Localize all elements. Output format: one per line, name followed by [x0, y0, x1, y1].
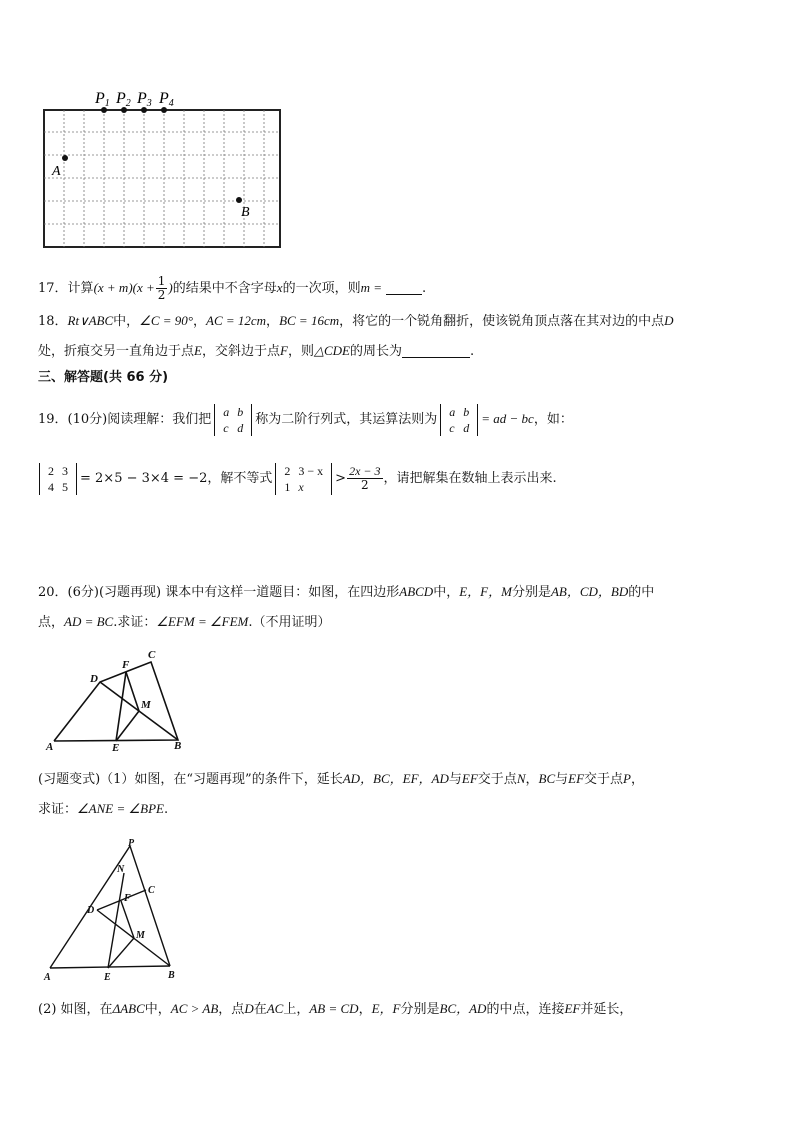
fig2-segment-dc	[97, 890, 146, 910]
var2-text-e: 在	[253, 1002, 267, 1017]
question-19-line1	[38, 400, 573, 439]
q18-point-f: F	[279, 343, 288, 358]
var2-text-a: (2) 如图，在	[38, 1002, 113, 1017]
label-p2: P2	[116, 90, 131, 109]
fig2-segment-fm	[121, 901, 134, 938]
var1-text-a: (习题变式)（1）如图，在“习题再现”的条件下，延长	[38, 772, 343, 787]
q19-text-b: 称为二阶行列式，其运算法则为	[255, 412, 438, 427]
q18-end: .	[469, 344, 475, 359]
var2-midpoints: BC，AD	[439, 1001, 487, 1016]
fig2-label-c: C	[148, 885, 155, 896]
question-20-line2	[38, 613, 331, 632]
q18-line2-a: 处，折痕交另一直角边于点	[38, 344, 195, 359]
fig2-label-f: F	[124, 893, 131, 904]
var2-text-h: 分别是	[400, 1002, 440, 1017]
rule-det-c: c	[449, 420, 455, 435]
in-11: 2	[284, 463, 291, 478]
var1-angles: ∠ANE = ∠BPE	[77, 801, 164, 816]
q20-efm: E，F，M	[459, 584, 512, 599]
q20-abcd: ABCD	[399, 584, 434, 599]
segment-fm	[126, 672, 139, 711]
grid-figure	[30, 85, 310, 255]
rule-det-a: a	[449, 404, 456, 419]
q17-var: x	[276, 280, 283, 295]
point-b	[236, 197, 242, 203]
in-12: 3 − x	[298, 463, 324, 478]
figure-extended	[38, 838, 188, 988]
q19-determinant	[214, 404, 252, 436]
q19-text-a: 阅读理解：我们把	[107, 412, 212, 427]
fig2-label-n: N	[117, 864, 125, 875]
q19-rhs-den: 2	[360, 478, 369, 492]
section-3-title: 三、解答题(共 66 分)	[38, 370, 169, 385]
var1-text-g: ，	[631, 772, 645, 787]
var2-text-j: 并延长，	[580, 1002, 633, 1017]
q18-line2-b: ，交斜边于点	[201, 344, 280, 359]
var2-text-g: ，	[358, 1002, 372, 1017]
variation-1-line2	[38, 800, 168, 819]
q18-point-e: E	[194, 343, 202, 358]
q18-angle: ∠C = 90°	[139, 313, 193, 328]
q19-points: (10分)	[67, 412, 108, 427]
q20-line1: (习题再现) 课本中有这样一道题目：如图，在四边形	[98, 585, 400, 600]
label-a: A	[52, 164, 61, 179]
question-17	[38, 275, 426, 302]
label-p1: P1	[95, 90, 110, 109]
q17-expr: (x + m)(x +	[93, 280, 155, 295]
fig2-label-m: M	[136, 930, 145, 941]
point-p4	[161, 107, 167, 113]
q17-end: .	[422, 281, 427, 296]
fig2-label-a: A	[44, 972, 51, 983]
q19-text-d: ，解不等式	[207, 471, 273, 486]
var2-triangle: ΔABC	[112, 1001, 145, 1016]
q18-text: 中，	[113, 314, 140, 329]
q20-line2-b: .求证：	[113, 615, 157, 630]
q19-gt: >	[335, 471, 347, 486]
fig1-label-f: F	[122, 659, 130, 671]
fig1-label-c: C	[148, 649, 156, 661]
q17-fraction	[156, 275, 168, 302]
q18-ac: AC = 12cm	[206, 313, 267, 328]
variation-1-line1	[38, 770, 644, 789]
question-18-line1: 18．Rt∨ABC中，∠C = 90°，AC = 12cm，BC = 16cm，将它的一个锐角翻折，使该锐角顶点落在其对边的中点D	[38, 313, 674, 329]
fig2-segment-bp	[130, 846, 170, 966]
q18-triangle-cde: △CDE	[313, 343, 350, 358]
point-a	[62, 155, 68, 161]
q20-points: (6分)	[67, 585, 99, 600]
var1-end: .	[163, 802, 169, 817]
q17-answer-blank[interactable]	[386, 280, 422, 295]
q17-text-b: 的结果中不含字母	[172, 281, 277, 296]
q19-text-e: ，请把解集在数轴上表示出来.	[383, 471, 557, 486]
det-c: c	[223, 420, 229, 435]
q19-text-c: ，如：	[533, 412, 573, 427]
var2-text-f: 上，	[283, 1002, 310, 1017]
q18-text-b: ，将它的一个锐角翻折，使该锐角顶点落在其对边的中点	[339, 314, 665, 329]
q19-inequality-determinant	[275, 463, 332, 495]
fig2-label-p: P	[128, 838, 135, 849]
rule-det-b: b	[463, 404, 470, 419]
var2-ac: AC	[266, 1001, 284, 1016]
var1-p: P	[623, 771, 631, 786]
q19-rule: = ad − bc	[481, 411, 534, 426]
q17-text: 计算	[67, 281, 94, 296]
q17-frac-num: 1	[157, 274, 166, 288]
q20-line2-c: .（不用证明）	[248, 615, 331, 630]
fig1-label-e: E	[112, 742, 120, 754]
var1-text-e: 与	[555, 772, 569, 787]
var1-ef: EF	[461, 771, 478, 786]
in-21: 1	[284, 479, 291, 494]
fig1-label-m: M	[141, 699, 151, 711]
ex-22: 5	[62, 479, 68, 494]
var1-text-c: 交于点	[477, 772, 517, 787]
figure-quadrilateral	[40, 645, 200, 755]
q17-text-c: 的一次项，则	[282, 281, 361, 296]
grid-lines	[44, 110, 280, 247]
fig1-label-b: B	[174, 740, 182, 752]
q20-line1-b: 中，	[433, 585, 460, 600]
var2-ef: E，F	[371, 1001, 401, 1016]
var1-sides: AD，BC，EF，	[342, 771, 432, 786]
q17-frac-den: 2	[157, 288, 166, 302]
q18-line2-c: ，则	[287, 344, 314, 359]
fig1-label-a: A	[46, 741, 54, 753]
label-p3: P3	[137, 90, 152, 109]
q20-line1-c: 分别是	[511, 585, 551, 600]
q20-line2-a: 点，	[38, 615, 65, 630]
question-18-line2	[38, 342, 474, 361]
fig2-label-e: E	[104, 972, 111, 983]
q19-number: 19．	[38, 412, 68, 427]
var1-line2: 求证：	[38, 802, 78, 817]
q18-answer-blank[interactable]	[402, 343, 470, 358]
var1-text-d: ，	[525, 772, 539, 787]
det-a: a	[223, 404, 230, 419]
var1-ad: AD	[431, 771, 449, 786]
q17-number: 17．	[38, 281, 68, 296]
grid-border	[44, 110, 280, 247]
q18-line2-d: 的周长为	[349, 344, 402, 359]
q20-ad-eq-bc: AD = BC	[64, 614, 114, 629]
q18-bc: BC = 16cm	[279, 313, 340, 328]
var1-ef2: EF	[568, 771, 585, 786]
rule-det-d: d	[463, 420, 470, 435]
q17-expr-close: )	[168, 280, 173, 295]
variation-2-line1	[38, 1000, 632, 1019]
var2-text-b: 中，	[144, 1002, 171, 1017]
var1-n: N	[516, 771, 526, 786]
ex-11: 2	[48, 463, 54, 478]
q19-rhs-fraction	[347, 465, 382, 492]
var2-inequality: AC > AB	[170, 1001, 219, 1016]
ex-21: 4	[48, 479, 54, 494]
quad-outline	[54, 662, 178, 741]
fig2-label-b: B	[168, 970, 175, 981]
in-22: x	[298, 479, 304, 494]
label-b: B	[241, 205, 250, 220]
q19-rhs-num: 2x − 3	[349, 464, 381, 478]
var2-equality: AB = CD	[309, 1001, 359, 1016]
q20-sides: AB，CD，BD	[550, 584, 629, 599]
fig1-label-d: D	[90, 673, 98, 685]
label-p4: P4	[159, 90, 174, 109]
var2-text-c: ，点	[218, 1002, 245, 1017]
q17-m-eq: m =	[360, 280, 382, 295]
question-19-line2	[36, 458, 557, 500]
det-d: d	[237, 420, 244, 435]
q19-example-determinant	[39, 463, 77, 495]
q18-number: 18．	[38, 314, 68, 329]
q18-triangle: Rt∨ABC	[67, 313, 114, 328]
fig2-label-d: D	[87, 905, 95, 916]
q20-line1-d: 的中	[628, 585, 655, 600]
ex-12: 3	[62, 463, 68, 478]
var2-text-i: 的中点，连接	[486, 1002, 565, 1017]
q19-rule-determinant	[440, 404, 478, 436]
question-20-line1	[38, 583, 654, 602]
var1-text-b: 与	[448, 772, 462, 787]
q20-number: 20．	[38, 585, 68, 600]
q19-example-calc: = 2×5 − 3×4 = −2	[80, 471, 208, 486]
var2-point-d: D	[244, 1001, 254, 1016]
q20-angles: ∠EFM = ∠FEM	[156, 614, 249, 629]
var1-text-f: 交于点	[584, 772, 624, 787]
det-b: b	[237, 404, 244, 419]
var1-bc: BC	[538, 771, 556, 786]
var2-ef-line: EF	[564, 1001, 581, 1016]
q18-point-d: D	[664, 313, 674, 328]
